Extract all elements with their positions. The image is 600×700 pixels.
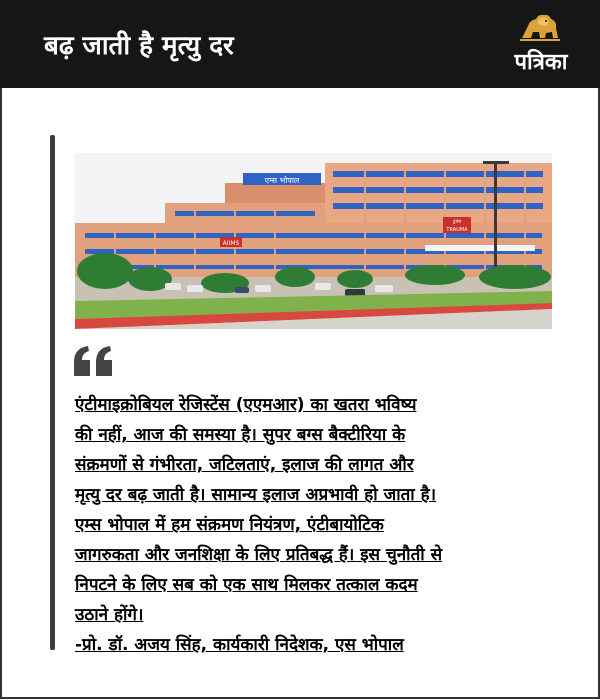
brand-logo[interactable] xyxy=(500,12,582,78)
brand-name: पत्रिका xyxy=(514,50,568,75)
lion-emblem-icon xyxy=(518,12,562,42)
quote-line: संक्रमणों से गंभीरता, जटिलताएं, इलाज की लागत और xyxy=(75,455,414,475)
page-title: बढ़ जाती है मृत्यु दर xyxy=(44,31,234,61)
quote-line: निपटने के लिए सब को एक साथ मिलकर तत्काल कदम xyxy=(75,575,418,595)
quote-line: एम्स भोपाल में हम संक्रमण नियंत्रण, एंटीबायोटिक xyxy=(75,515,384,535)
aiims-building-photo xyxy=(75,153,552,329)
quote-line: एंटीमाइक्रोबियल रेजिस्टेंस (एएमआर) का खतरा भविष्य xyxy=(75,395,417,415)
building-sign-trauma-hindi: ट्रामा xyxy=(452,219,462,225)
building-sign-main: एम्स भोपाल xyxy=(264,176,300,185)
building-sign-trauma: TRAUMA xyxy=(446,227,468,233)
quote-attribution: -प्रो. डॉ. अजय सिंह, कार्यकारी निदेशक, एस भोपाल xyxy=(75,635,404,655)
quote-card xyxy=(0,88,600,699)
building-sign-left: AIIMS xyxy=(222,240,240,247)
quote-line: उठाने होंगे। xyxy=(75,605,144,625)
quote-line: मृत्यु दर बढ़ जाती है। सामान्य इलाज अप्रभावी हो जाता है। xyxy=(75,485,437,505)
accent-bar xyxy=(50,135,55,650)
quote-text xyxy=(75,390,565,660)
quote-line: की नहीं, आज की समस्या है। सुपर बग्स बैक्टीरिया के xyxy=(75,425,406,445)
quote-mark-icon xyxy=(72,344,116,378)
quote-line: जागरुकता और जनशिक्षा के लिए प्रतिबद्ध हैं। इस चुनौती से xyxy=(75,545,443,565)
header-bar xyxy=(0,0,600,88)
